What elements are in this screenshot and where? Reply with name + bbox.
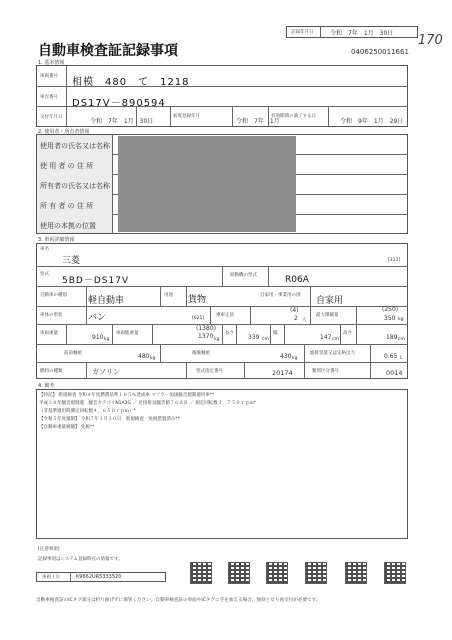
maker-code: [313] [388,258,401,263]
qr-code-1 [190,562,212,584]
qr-code-6 [384,562,406,584]
rear-axle-unit: kg [292,356,298,361]
first-reg-label: 初度登録年月 [173,114,200,119]
body-code: [021] [192,316,205,321]
section2-label: 2. 使用者・所有者情報 [38,129,90,135]
notes-text: 記録事項はシステム登録時点の情報です。 [38,557,123,562]
vehicle-id-value: K9662UR5333520 [76,574,122,580]
capacity-value: 2 [294,315,298,322]
class-no-label: 類別区分番号 [312,369,339,374]
private-value: 自家用 [316,296,344,306]
qr-code-5 [345,562,367,584]
qr-code-4 [305,562,327,584]
height-unit: cm [398,337,405,342]
engine-label: 原動機の型式 [230,273,257,278]
remarks-line-2: 平成３８年騒音規制適 騒音カテゴリN1A3G ／ 近接排気騒音値７６ｄＢ ／ 測定回転数３，７５０ｒｐｍ* [39,401,256,406]
reg-no-value: 相模 480 て 1218 [72,77,190,88]
handwritten-note: 170 [418,33,443,48]
vin-value: DS17V－890594 [72,98,166,109]
private-label: 自家用・事業用の別 [260,293,301,298]
gross-label: 車両総重量 [116,331,139,336]
width-unit: cm [332,337,339,342]
remarks-line-3: （非基準適用時測定回転数４，６５０ｒｐｍ）* [39,409,136,414]
base-location-label: 使用の本拠の位置 [40,222,96,230]
gross-value: 1370 [198,333,214,340]
engine-value: R06A [285,275,309,285]
section1-label: 1. 基本情報 [38,60,65,66]
remarks-line-1: 【特記】 新規検査 令和４年度燃費基準１０５％達成車 マフラー加速騒音規制適用車** [39,393,215,398]
capacity-label: 乗車定員 [216,313,234,318]
max-load-label: 最大積載量 [316,313,339,318]
front-axle-value: 480 [138,353,150,360]
height-value: 189 [386,334,398,341]
height-label: 高さ [343,331,352,336]
width-label: 幅 [273,331,278,336]
vin-label: 車台番号 [40,95,58,100]
type-no-label: 型式指定番号 [196,369,223,374]
displacement-unit: L [400,356,403,361]
body-value: バン [88,313,107,323]
length-label: 長さ [225,331,234,336]
owner-address-label: 所 有 者 の 住 所 [40,202,94,210]
max-load-unit: kg [398,317,404,322]
remarks-line-5: 【自動車重量税額】 免税** [39,425,95,430]
displacement-label: 総排気量又は定格出力 [310,351,355,356]
owner-name-label: 所有者の氏名又は名称 [40,182,110,190]
expiry-label: 有効期間の満了する日 [271,114,316,119]
issue-date-label: 記録年月日 [291,30,314,35]
fuel-value: ガソリン [92,368,120,376]
weight-unit: kg [104,337,110,342]
issue-date-divider [320,26,321,38]
max-load-value: 350 [384,315,396,322]
user-name-label: 使用者の氏名又は名称 [40,142,110,150]
user-address-label: 使 用 者 の 住 所 [40,162,94,170]
max-load-top: (250) [382,306,399,313]
issue-label: 交付年月日 [40,115,63,120]
kind-value: 軽自動車 [88,296,125,306]
notes-label: [注意事項] [38,547,60,552]
front-axle-unit: kg [150,356,156,361]
issue-date-value: 令和 7年 1月 30日 [330,30,394,37]
fuel-label: 燃料の種類 [40,369,63,374]
capacity-top: (4) [290,307,299,314]
rear-axle-value: 430 [280,353,292,360]
displacement-value: 0.65 [384,353,398,360]
maker-label: 車名 [40,247,49,252]
bottom-notice: 自動車検査証のICタグ部分は折り曲げずに保管ください。自動車検査証の券面やICタグに手を加える場合、無効となり再交付が必要です。 [36,598,321,603]
width-value: 147 [320,334,332,341]
use-value: 貨物 [188,295,207,305]
body-label: 車体の形状 [40,313,63,318]
capacity-unit: 人 [302,318,307,323]
maker-value: 三菱 [62,256,81,266]
section4-label: 4. 備考 [38,383,55,389]
class-no-value: 0014 [386,369,403,377]
type-no-value: 20174 [272,369,293,377]
kind-label: 自動車の種別 [40,293,67,298]
document-number: 0406250011661 [351,48,409,56]
gross-top: (1380) [196,325,216,332]
model-label: 型式 [40,272,49,277]
use-label: 用途 [164,293,173,298]
redacted-owner-info [118,136,296,232]
vehicle-id-label: 車両ＩＤ [42,575,60,580]
document-title: 自動車検査証記録事項 [38,43,178,59]
weight-value: 910 [92,334,104,341]
model-value: 5BD－DS17V [62,276,130,286]
issue-value: 令和 7年 1月 30日 [90,118,154,125]
remarks-line-4: 【令和５年度規制】 令和７年１月３０日 新規検査 免税措置済み** [39,417,180,422]
reg-no-label: 車両番号 [40,74,58,79]
gross-unit: kg [214,337,220,342]
rear-axle-label: 後後軸重 [192,351,210,356]
first-reg-value: 令和 7年 1月 [236,118,280,125]
length-value: 339 [248,334,260,341]
expiry-value: 令和 9年 1月 29日 [340,118,404,125]
qr-code-3 [266,562,288,584]
weight-label: 車両重量 [40,331,58,336]
section3-label: 3. 車両詳細情報 [38,237,75,243]
length-unit: cm [262,337,269,342]
front-axle-label: 前前軸重 [64,351,82,356]
qr-code-2 [228,562,250,584]
